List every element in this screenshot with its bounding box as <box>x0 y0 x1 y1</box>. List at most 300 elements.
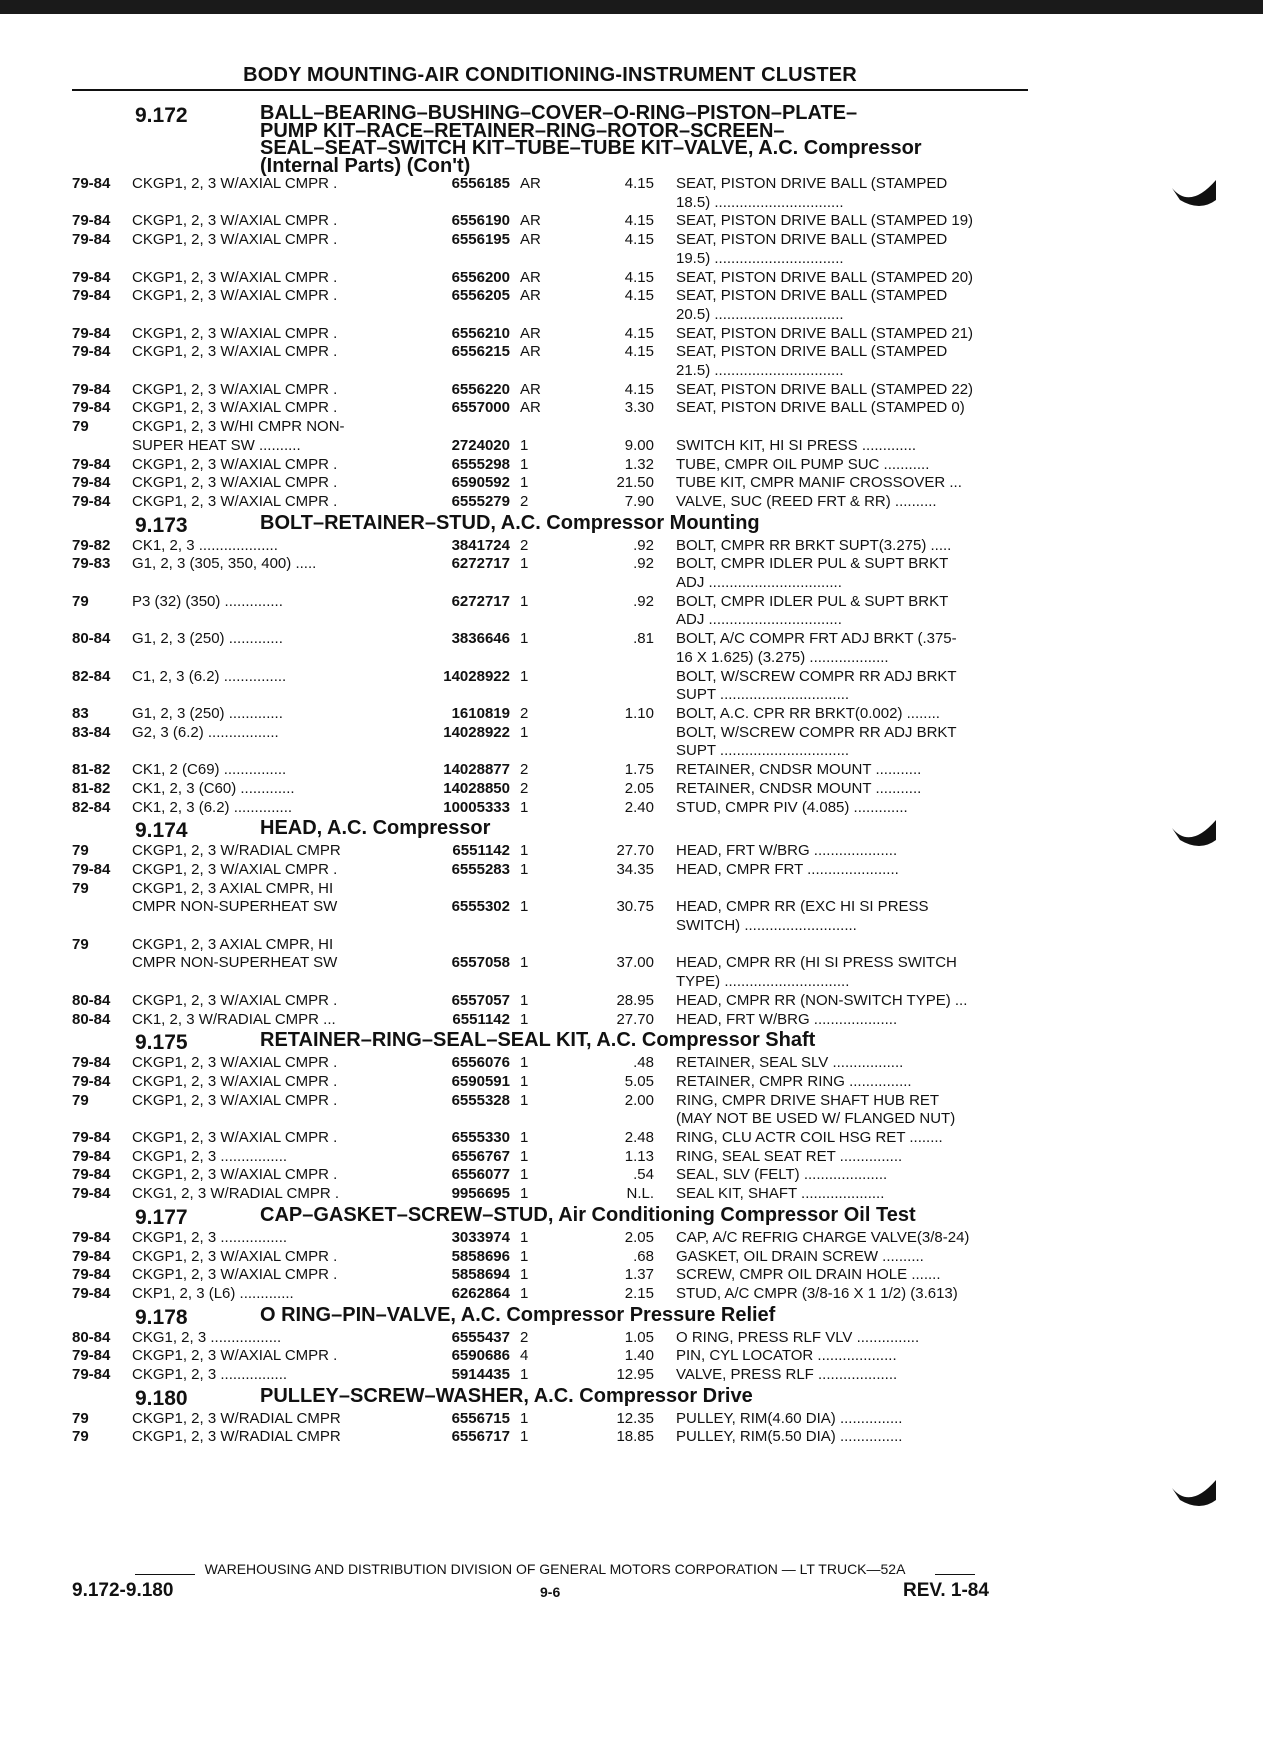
description: SEAT, PISTON DRIVE BALL (STAMPED 18.5) ............................... <box>676 175 948 211</box>
description: HEAD, CMPR RR (EXC HI SI PRESS SWITCH) ........................... <box>676 898 929 935</box>
description: SWITCH KIT, HI SI PRESS ............. <box>676 436 917 454</box>
table-row <box>72 1329 1032 1348</box>
description: BOLT, A.C. CPR RR BRKT(0.002) ........ <box>676 704 940 722</box>
table-row <box>72 1166 1032 1185</box>
section-header <box>72 102 1032 177</box>
application: CKGP1, 2, 3 W/AXIAL CMPR . <box>132 492 338 510</box>
footer-publisher: WAREHOUSING AND DISTRIBUTION DIVISION OF GENERAL MOTORS CORPORATION — LT TRUCK—52A <box>204 1561 906 1577</box>
section-title: BOLT–RETAINER–STUD, A.C. Compressor Mounting <box>260 511 760 534</box>
application: G2, 3 (6.2) ................. <box>132 723 279 741</box>
part-number: 2724020 <box>451 436 510 454</box>
application: CKGP1, 2, 3 W/AXIAL CMPR . <box>132 399 338 417</box>
part-number: 6590591 <box>451 1072 510 1090</box>
part-number: 6556715 <box>451 1409 510 1427</box>
model-years: 79 <box>72 1428 89 1446</box>
quantity: AR <box>520 212 541 230</box>
model-years: 79-84 <box>72 399 111 417</box>
part-number: 6557000 <box>451 399 510 417</box>
application: CK1, 2 (C69) ............... <box>132 761 287 779</box>
section-title: HEAD, A.C. Compressor <box>260 817 491 840</box>
application: CKGP1, 2, 3 W/AXIAL CMPR . <box>132 343 338 361</box>
quantity: 2 <box>520 1328 529 1346</box>
price: 21.50 <box>616 474 654 492</box>
description: SEAL KIT, SHAFT .................... <box>676 1185 885 1203</box>
description: VALVE, PRESS RLF ................... <box>676 1366 898 1384</box>
description: RETAINER, SEAL SLV ................. <box>676 1054 904 1072</box>
price: 12.35 <box>616 1409 654 1427</box>
price: 2.00 <box>624 1091 654 1109</box>
quantity: 1 <box>520 1054 529 1072</box>
price: 1.75 <box>624 761 654 779</box>
quantity: 4 <box>520 1347 529 1365</box>
application: CKGP1, 2, 3 W/HI CMPR NON- SUPER HEAT SW .......... <box>132 418 345 454</box>
model-years: 79 <box>72 935 89 953</box>
table-row <box>72 705 1032 724</box>
price: 4.15 <box>624 380 654 398</box>
price: 4.15 <box>624 231 654 249</box>
part-number: 6556077 <box>451 1166 510 1184</box>
quantity: 1 <box>520 954 529 972</box>
quantity: 1 <box>520 455 529 473</box>
quantity: 1 <box>520 667 529 685</box>
description: PULLEY, RIM(4.60 DIA) ............... <box>676 1409 903 1427</box>
application: CKGP1, 2, 3 W/AXIAL CMPR . <box>132 1129 338 1147</box>
application: CKGP1, 2, 3 W/AXIAL CMPR . <box>132 268 338 286</box>
table-row <box>72 1092 1032 1129</box>
description: HEAD, FRT W/BRG .................... <box>676 842 898 860</box>
application: CKGP1, 2, 3 W/AXIAL CMPR . <box>132 1054 338 1072</box>
model-years: 80-84 <box>72 991 111 1009</box>
table-row <box>72 269 1032 288</box>
quantity: 1 <box>520 1228 529 1246</box>
price <box>584 668 654 705</box>
application: CKGP1, 2, 3 W/AXIAL CMPR . <box>132 1166 338 1184</box>
table-row <box>72 630 1032 667</box>
model-years: 79 <box>72 592 89 610</box>
quantity: 1 <box>520 860 529 878</box>
table-row <box>72 537 1032 556</box>
part-number: 6556205 <box>451 287 510 305</box>
description: PULLEY, RIM(5.50 DIA) ............... <box>676 1428 903 1446</box>
description: HEAD, CMPR FRT ...................... <box>676 860 899 878</box>
section-header <box>72 1303 1032 1329</box>
model-years: 79-83 <box>72 555 111 573</box>
part-number: 6272717 <box>451 555 510 573</box>
description: SEAT, PISTON DRIVE BALL (STAMPED 0) <box>676 399 965 417</box>
table-row <box>72 231 1032 268</box>
section-number: 9.177 <box>135 1205 188 1229</box>
application: CKGP1, 2, 3 W/AXIAL CMPR . <box>132 474 338 492</box>
application: CK1, 2, 3 (C60) ............. <box>132 779 295 797</box>
model-years: 79-84 <box>72 268 111 286</box>
model-years: 79-84 <box>72 1347 111 1365</box>
model-years: 82-84 <box>72 798 111 816</box>
application: CKGP1, 2, 3 W/AXIAL CMPR . <box>132 212 338 230</box>
quantity: 1 <box>520 1129 529 1147</box>
section-header <box>72 511 1032 537</box>
description: HEAD, CMPR RR (NON-SWITCH TYPE) ... <box>676 991 968 1009</box>
section-title: PULLEY–SCREW–WASHER, A.C. Compressor Drive <box>260 1384 753 1407</box>
quantity: 1 <box>520 1266 529 1284</box>
quantity: 2 <box>520 536 529 554</box>
application: CKGP1, 2, 3 W/RADIAL CMPR <box>132 1409 341 1427</box>
description: HEAD, CMPR RR (HI SI PRESS SWITCH TYPE) .............................. <box>676 954 957 991</box>
quantity: 1 <box>520 1166 529 1184</box>
price: 1.05 <box>624 1328 654 1346</box>
part-number: 6556200 <box>451 268 510 286</box>
application: CKGP1, 2, 3 W/AXIAL CMPR . <box>132 380 338 398</box>
section-header <box>72 1029 1032 1055</box>
application: CKGP1, 2, 3 AXIAL CMPR, HI CMPR NON-SUPERHEAT SW <box>132 879 338 916</box>
model-years: 79-82 <box>72 536 111 554</box>
price: 2.05 <box>624 1228 654 1246</box>
quantity: AR <box>520 324 541 342</box>
model-years: 79-84 <box>72 1247 111 1265</box>
quantity: 1 <box>520 842 529 860</box>
description: BOLT, CMPR RR BRKT SUPT(3.275) ..... <box>676 536 952 554</box>
part-number: 6590592 <box>451 474 510 492</box>
description: BOLT, CMPR IDLER PUL & SUPT BRKT ADJ ................................ <box>676 592 949 629</box>
page-number: 9-6 <box>540 1584 561 1600</box>
application: CKGP1, 2, 3 ................ <box>132 1366 288 1384</box>
description: BOLT, CMPR IDLER PUL & SUPT BRKT ADJ ................................ <box>676 555 949 592</box>
table-row <box>72 343 1032 380</box>
model-years: 79-84 <box>72 492 111 510</box>
table-row <box>72 1428 1032 1447</box>
table-row <box>72 381 1032 400</box>
table-row <box>72 1248 1032 1267</box>
model-years: 79-84 <box>72 474 111 492</box>
table-row <box>72 325 1032 344</box>
price: 2.15 <box>624 1284 654 1302</box>
model-years: 79-84 <box>72 212 111 230</box>
title-rule <box>72 89 1028 91</box>
description: SCREW, CMPR OIL DRAIN HOLE ....... <box>676 1266 941 1284</box>
application: CK1, 2, 3 W/RADIAL CMPR ... <box>132 1010 336 1028</box>
model-years: 79-84 <box>72 287 111 305</box>
section-header <box>72 1384 1032 1410</box>
description: BOLT, A/C COMPR FRT ADJ BRKT (.375- 16 X 1.625) (3.275) ................... <box>676 630 957 666</box>
table-row <box>72 880 1032 936</box>
quantity: 1 <box>520 1366 529 1384</box>
price: 30.75 <box>616 898 654 916</box>
part-number: 5914435 <box>451 1366 510 1384</box>
application: CKGP1, 2, 3 W/AXIAL CMPR . <box>132 860 338 878</box>
price: 28.95 <box>616 991 654 1009</box>
description: BOLT, W/SCREW COMPR RR ADJ BRKT SUPT ............................... <box>676 723 957 760</box>
price: .54 <box>633 1166 654 1184</box>
part-number: 10005333 <box>443 798 510 816</box>
description: SEAT, PISTON DRIVE BALL (STAMPED 21) <box>676 324 974 342</box>
part-number: 14028922 <box>443 723 510 741</box>
section-number: 9.174 <box>135 819 188 843</box>
model-years: 79-84 <box>72 324 111 342</box>
model-years: 79-84 <box>72 1284 111 1302</box>
application: CKGP1, 2, 3 W/AXIAL CMPR . <box>132 991 338 1009</box>
price: 5.05 <box>624 1072 654 1090</box>
section-title: CAP–GASKET–SCREW–STUD, Air Conditioning Compressor Oil Test <box>260 1203 916 1226</box>
price: 27.70 <box>616 1010 654 1028</box>
table-row <box>72 668 1032 705</box>
table-row <box>72 1410 1032 1429</box>
description: RING, CLU ACTR COIL HSG RET ........ <box>676 1129 943 1147</box>
quantity: 1 <box>520 1409 529 1427</box>
table-row <box>72 456 1032 475</box>
part-number: 6272717 <box>451 592 510 610</box>
footer-rule-right <box>935 1574 975 1575</box>
quantity: 1 <box>520 436 529 454</box>
application: CKGP1, 2, 3 AXIAL CMPR, HI CMPR NON-SUPERHEAT SW <box>132 935 338 972</box>
quantity: AR <box>520 231 541 249</box>
model-years: 79 <box>72 1409 89 1427</box>
part-number: 6556210 <box>451 324 510 342</box>
part-number: 6556215 <box>451 343 510 361</box>
price: 27.70 <box>616 842 654 860</box>
part-number: 6555302 <box>451 898 510 916</box>
table-row <box>72 212 1032 231</box>
description: SEAT, PISTON DRIVE BALL (STAMPED 20) <box>676 268 974 286</box>
price: 2.05 <box>624 779 654 797</box>
part-number: 6262864 <box>451 1284 510 1302</box>
model-years: 79-84 <box>72 380 111 398</box>
part-number: 1610819 <box>451 704 510 722</box>
quantity: 1 <box>520 1428 529 1446</box>
section-range: 9.172-9.180 <box>72 1580 174 1601</box>
description: SEAT, PISTON DRIVE BALL (STAMPED 19) <box>676 212 974 230</box>
table-row <box>72 799 1032 818</box>
application: CKGP1, 2, 3 W/AXIAL CMPR . <box>132 175 338 192</box>
quantity: 1 <box>520 1284 529 1302</box>
description: SEAT, PISTON DRIVE BALL (STAMPED 19.5) ............................... <box>676 231 948 267</box>
price: 3.30 <box>624 399 654 417</box>
description: STUD, A/C CMPR (3/8-16 X 1 1/2) (3.613) <box>676 1284 958 1302</box>
quantity: AR <box>520 268 541 286</box>
table-row <box>72 1054 1032 1073</box>
table-row <box>72 555 1032 592</box>
price: 4.15 <box>624 343 654 361</box>
binder-hole-icon <box>1170 170 1220 210</box>
table-row <box>72 992 1032 1011</box>
model-years: 79 <box>72 418 89 436</box>
description: RETAINER, CNDSR MOUNT ........... <box>676 761 922 779</box>
model-years: 79 <box>72 842 89 860</box>
model-years: 79-84 <box>72 1228 111 1246</box>
table-row <box>72 1073 1032 1092</box>
price: 1.13 <box>624 1147 654 1165</box>
model-years: 79-84 <box>72 231 111 249</box>
model-years: 81-82 <box>72 779 111 797</box>
quantity: AR <box>520 175 541 192</box>
price: 12.95 <box>616 1366 654 1384</box>
price: 2.40 <box>624 798 654 816</box>
quantity: 1 <box>520 723 529 741</box>
part-number: 6555283 <box>451 860 510 878</box>
model-years: 81-82 <box>72 761 111 779</box>
table-row <box>72 1347 1032 1366</box>
section-title: RETAINER–RING–SEAL–SEAL KIT, A.C. Compressor Shaft <box>260 1029 816 1052</box>
price: 4.15 <box>624 287 654 305</box>
description: CAP, A/C REFRIG CHARGE VALVE(3/8-24) <box>676 1228 970 1246</box>
part-number: 6555298 <box>451 455 510 473</box>
application: CK1, 2, 3 (6.2) .............. <box>132 798 293 816</box>
price: 2.48 <box>624 1129 654 1147</box>
application: CK1, 2, 3 ................... <box>132 536 278 554</box>
scan-top-edge <box>0 0 1263 14</box>
model-years: 79-84 <box>72 1166 111 1184</box>
section-header <box>72 1203 1032 1229</box>
part-number: 6555328 <box>451 1091 510 1109</box>
part-number: 6557058 <box>451 954 510 972</box>
price: .92 <box>633 555 654 573</box>
description: O RING, PRESS RLF VLV ............... <box>676 1328 920 1346</box>
section-number: 9.172 <box>135 104 188 127</box>
part-number: 6556767 <box>451 1147 510 1165</box>
quantity: AR <box>520 380 541 398</box>
part-number: 3033974 <box>451 1228 510 1246</box>
table-row <box>72 936 1032 992</box>
quantity: 1 <box>520 798 529 816</box>
quantity: 2 <box>520 761 529 779</box>
model-years: 79-84 <box>72 1266 111 1284</box>
application: G1, 2, 3 (250) ............. <box>132 630 283 648</box>
application: CKG1, 2, 3 W/RADIAL CMPR . <box>132 1185 339 1203</box>
section-number: 9.173 <box>135 513 188 537</box>
model-years: 79-84 <box>72 175 111 192</box>
part-number: 6557057 <box>451 991 510 1009</box>
application: CKGP1, 2, 3 ................ <box>132 1147 288 1165</box>
price: N.L. <box>626 1185 654 1203</box>
application: CKGP1, 2, 3 W/AXIAL CMPR . <box>132 1347 338 1365</box>
price: 9.00 <box>624 436 654 454</box>
part-number: 3836646 <box>451 630 510 648</box>
price: .48 <box>633 1054 654 1072</box>
model-years: 80-84 <box>72 1010 111 1028</box>
model-years: 79-84 <box>72 1147 111 1165</box>
application: CKGP1, 2, 3 W/AXIAL CMPR . <box>132 231 338 249</box>
part-number: 14028877 <box>443 761 510 779</box>
table-row <box>72 399 1032 418</box>
quantity: AR <box>520 343 541 361</box>
price: 4.15 <box>624 175 654 192</box>
model-years: 80-84 <box>72 630 111 648</box>
part-number: 6551142 <box>452 842 510 860</box>
table-row <box>72 842 1032 861</box>
table-row <box>72 780 1032 799</box>
description: VALVE, SUC (REED FRT & RR) .......... <box>676 492 937 510</box>
description: SEAT, PISTON DRIVE BALL (STAMPED 20.5) ............................... <box>676 287 948 323</box>
application: P3 (32) (350) .............. <box>132 592 283 610</box>
table-row <box>72 287 1032 324</box>
model-years: 79-84 <box>72 1185 111 1203</box>
price: 1.10 <box>624 704 654 722</box>
application: CKP1, 2, 3 (L6) ............. <box>132 1284 294 1302</box>
part-number: 6556185 <box>451 175 510 192</box>
price: 18.85 <box>616 1428 654 1446</box>
description: STUD, CMPR PIV (4.085) ............. <box>676 798 908 816</box>
part-number: 9956695 <box>451 1185 510 1203</box>
description: RING, CMPR DRIVE SHAFT HUB RET (MAY NOT BE USED W/ FLANGED NUT) <box>676 1091 956 1128</box>
description: HEAD, FRT W/BRG .................... <box>676 1010 898 1028</box>
model-years: 79-84 <box>72 1072 111 1090</box>
price: 37.00 <box>616 954 654 972</box>
description: GASKET, OIL DRAIN SCREW .......... <box>676 1247 924 1265</box>
section-title: BALL–BEARING–BUSHING–COVER–O-RING–PISTON–PLATE– PUMP KIT–RACE–RETAINER–RING–ROTOR–SCREEN– SEAL–SEAT–SWITCH KIT–TUBE–TUBE KIT–VALVE, A.C. Compressor (Internal Parts) (Con't) <box>260 102 922 177</box>
parts-catalog <box>72 102 1032 1447</box>
table-row <box>72 1148 1032 1167</box>
price <box>584 724 654 761</box>
application: CKGP1, 2, 3 W/RADIAL CMPR <box>132 842 341 860</box>
price: 1.32 <box>624 455 654 473</box>
quantity: 1 <box>520 898 529 916</box>
description: RING, SEAL SEAT RET ............... <box>676 1147 903 1165</box>
quantity: 1 <box>520 1072 529 1090</box>
description: TUBE, CMPR OIL PUMP SUC ........... <box>676 455 930 473</box>
price: 34.35 <box>616 860 654 878</box>
table-row <box>72 474 1032 493</box>
price: .92 <box>633 592 654 610</box>
model-years: 79-84 <box>72 860 111 878</box>
model-years: 79 <box>72 879 89 897</box>
part-number: 6556717 <box>451 1428 510 1446</box>
application: CKGP1, 2, 3 W/AXIAL CMPR . <box>132 1091 338 1109</box>
application: CKGP1, 2, 3 W/AXIAL CMPR . <box>132 455 338 473</box>
part-number: 3841724 <box>451 536 510 554</box>
section-header <box>72 817 1032 843</box>
application: CKGP1, 2, 3 W/AXIAL CMPR . <box>132 1072 338 1090</box>
part-number: 6556220 <box>451 380 510 398</box>
table-row <box>72 761 1032 780</box>
section-number: 9.180 <box>135 1386 188 1410</box>
page-title: BODY MOUNTING-AIR CONDITIONING-INSTRUMENT CLUSTER <box>243 64 857 86</box>
application: CKGP1, 2, 3 W/RADIAL CMPR <box>132 1428 341 1446</box>
revision: REV. 1-84 <box>903 1580 989 1601</box>
application: CKGP1, 2, 3 W/AXIAL CMPR . <box>132 287 338 305</box>
table-row <box>72 493 1032 512</box>
quantity: AR <box>520 287 541 305</box>
quantity: 1 <box>520 1091 529 1109</box>
table-row <box>72 1366 1032 1385</box>
price: .68 <box>633 1247 654 1265</box>
part-number: 6551142 <box>452 1010 510 1028</box>
application: CKGP1, 2, 3 W/AXIAL CMPR . <box>132 324 338 342</box>
table-row <box>72 724 1032 761</box>
table-row <box>72 1011 1032 1030</box>
section-title: O RING–PIN–VALVE, A.C. Compressor Pressure Relief <box>260 1303 776 1326</box>
quantity: 1 <box>520 1010 529 1028</box>
description: PIN, CYL LOCATOR ................... <box>676 1347 897 1365</box>
quantity: 2 <box>520 704 529 722</box>
description: SEAT, PISTON DRIVE BALL (STAMPED 21.5) ............................... <box>676 343 948 380</box>
application: G1, 2, 3 (305, 350, 400) ..... <box>132 555 317 573</box>
application: CKGP1, 2, 3 W/AXIAL CMPR . <box>132 1266 338 1284</box>
part-number: 6555330 <box>451 1129 510 1147</box>
binder-hole-icon <box>1170 1470 1220 1510</box>
table-row <box>72 1285 1032 1304</box>
description: TUBE KIT, CMPR MANIF CROSSOVER ... <box>676 474 962 492</box>
part-number: 6555279 <box>451 492 510 510</box>
model-years: 79-84 <box>72 1054 111 1072</box>
application: CKGP1, 2, 3 ................ <box>132 1228 288 1246</box>
part-number: 5858696 <box>451 1247 510 1265</box>
price: 4.15 <box>624 268 654 286</box>
description: SEAL, SLV (FELT) .................... <box>676 1166 888 1184</box>
model-years: 82-84 <box>72 667 111 685</box>
model-years: 79 <box>72 1091 89 1109</box>
quantity: 1 <box>520 1185 529 1203</box>
quantity: 1 <box>520 555 529 573</box>
table-row <box>72 1229 1032 1248</box>
model-years: 79-84 <box>72 343 111 361</box>
